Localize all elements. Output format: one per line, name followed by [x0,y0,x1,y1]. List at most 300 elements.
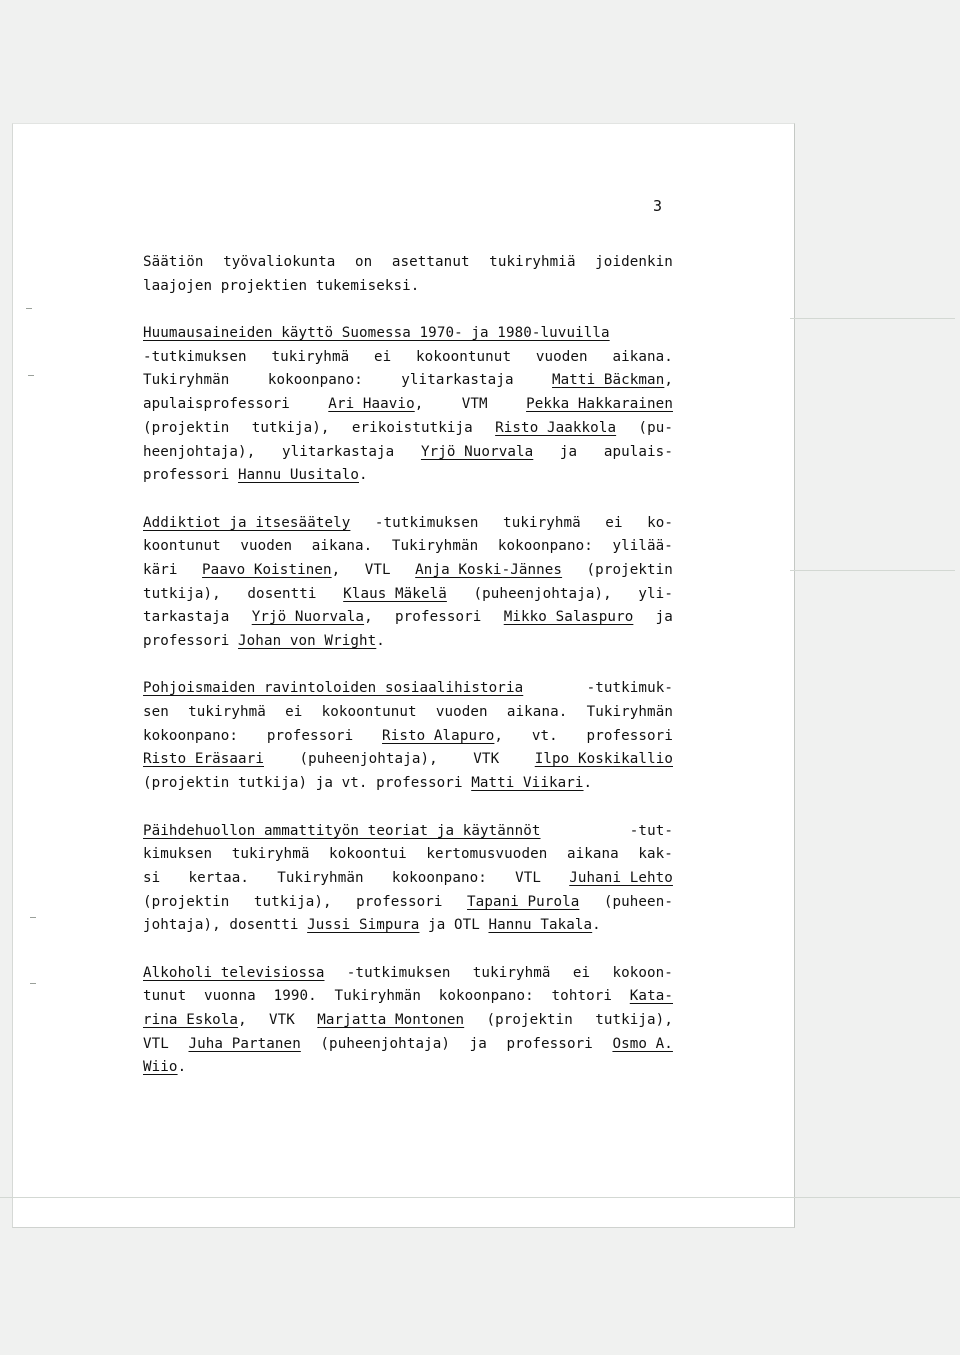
underlined-name: Kata- [629,988,673,1005]
word [143,914,221,938]
scan-mark [30,917,36,918]
word-text: tutkija) [238,775,308,792]
word [322,701,417,725]
word [486,1009,572,1033]
punctuation: , [331,561,341,578]
word [526,393,673,417]
word-text: apulaisprofessori [143,396,290,413]
word [143,583,221,607]
punctuation: . [592,917,601,934]
word [426,843,547,867]
word-text: ja [469,1035,487,1052]
word [143,512,350,536]
word [560,441,577,465]
word [143,843,212,867]
word-text: ylilää- [612,538,673,555]
word [612,1033,673,1057]
word-text: laajojen [143,277,213,294]
text-line [143,772,673,796]
word [143,630,229,654]
word [638,583,673,607]
word [316,772,333,796]
underlined-name: Pekka Hakkarainen [526,396,673,413]
document-body [143,251,673,1104]
word-text: Tukiryhmän [334,988,421,1005]
word-text: tukiryhmä [188,704,266,721]
word-text: -tutkimuk- [586,680,673,697]
word-text: tutkija), [595,1012,673,1028]
word-text: on [354,254,373,270]
word-text: professori [143,467,230,484]
word [342,772,368,796]
page-number: 3 [653,197,663,215]
word-text: kokoonpano: [497,538,593,555]
word-text: heenjohtaja), [143,443,256,460]
scan-line [790,570,955,571]
text-line [143,535,673,559]
word [143,962,324,986]
word [240,535,292,559]
text-line [143,725,673,749]
word [503,512,581,536]
word [471,772,592,796]
word-text: OTL [453,917,480,934]
text-line [143,1056,673,1080]
underlined-name: Juha Partanen [188,1035,301,1052]
word [254,891,332,915]
word [238,464,368,488]
word [143,867,160,891]
word [282,441,394,465]
word [605,512,622,536]
word-text: työvaliokunta [223,254,336,270]
underlined-name: Paavo Koistinen [202,561,332,578]
word [495,417,616,441]
word [356,891,442,915]
word-text: ylitarkastaja [401,372,514,389]
underlined-name: Risto Alapuro [382,727,495,744]
word [328,393,423,417]
text-line [143,393,673,417]
word [143,251,204,275]
word-text: johtaja), [143,917,221,934]
word-text: aikana. [506,704,568,721]
word [587,677,673,701]
word [202,559,340,583]
word [189,1033,301,1057]
word [189,867,250,891]
text-line [143,369,673,393]
text-line [143,512,673,536]
word [352,417,473,441]
underlined-name: rina Eskola [143,1012,239,1028]
word [143,725,238,749]
word [143,535,221,559]
word-text: kokoonpano: [143,727,239,744]
word [536,346,588,370]
word [416,346,511,370]
word [376,772,462,796]
word [143,606,229,630]
word-text: -tutkimuksen [143,348,247,365]
text-line [143,820,673,844]
word [421,441,533,465]
word-text: (puheenjohtaja), [299,751,438,768]
word [428,914,445,938]
scan-line [790,318,955,319]
word [188,701,266,725]
word [307,914,419,938]
word-text: tukiryhmiä [489,254,576,270]
word-text: tukemiseksi. [315,277,420,294]
text-line [143,441,673,465]
word [316,275,420,299]
word [143,464,229,488]
word [143,1009,247,1033]
word [143,322,610,346]
word [467,891,579,915]
word [473,962,551,986]
word [143,772,229,796]
word [347,962,451,986]
word [143,559,178,583]
text-line [143,962,673,986]
word [587,559,673,583]
word [507,701,568,725]
punctuation: . [359,467,368,484]
word [143,369,229,393]
word-text: tukiryhmä [472,964,551,981]
scan-mark [28,375,34,376]
word [612,535,673,559]
underlined-name: Risto Jaakkola [495,419,617,436]
word [274,985,317,1009]
word [232,843,310,867]
word-text: kertomusvuoden [426,846,548,863]
word [535,748,673,772]
word-text: VTL [143,1035,169,1052]
word [392,867,487,891]
underlined-name: Hannu Uusitalo [238,467,359,484]
word-text: ei [605,514,623,531]
text-line [143,1033,673,1057]
word-text: professori [266,727,354,744]
underlined-name: Johan von Wright [238,633,377,649]
word [470,1033,487,1057]
word [143,820,541,844]
word-text: vuonna [203,988,256,1005]
text-line [143,251,673,275]
underlined-name: Yrjö Nuorvala [251,609,365,626]
word [647,512,673,536]
word [317,1009,464,1033]
text-line [143,630,673,654]
word [300,748,438,772]
text-line [143,559,673,583]
word [247,583,316,607]
word-text: kokoon- [612,964,673,981]
word-text: kokoontui [329,846,407,863]
text-line [143,583,673,607]
word-text: ja [655,609,673,626]
word-text: vuoden [240,538,293,555]
word-text: erikoistutkija [351,419,473,436]
punctuation: . [583,775,593,792]
word [143,677,523,701]
word-text: kokoonpano: [438,988,534,1005]
paragraph [143,677,673,795]
word-text: tohtori [551,988,613,1005]
word-text: tutkija), [253,893,332,910]
word [143,1033,169,1057]
word [454,914,480,938]
scan-mark [26,308,32,309]
word-text: tutkija), [143,585,221,602]
word [612,346,673,370]
word [343,583,447,607]
underlined-name: Pohjoismaiden ravintoloiden sosiaalihistoria [143,680,524,697]
underlined-name: Päihdehuollon ammattityön teoriat ja käytännöt [143,822,541,839]
word-text: (projektin [143,775,230,792]
word-text: vuoden [535,348,588,365]
punctuation: , [494,727,504,744]
text-line [143,322,673,346]
word [630,820,673,844]
word-text: sen [143,704,169,721]
underlined-name: Addiktiot ja itsesäätely [143,514,351,531]
text-line [143,891,673,915]
word-text: yli- [638,585,673,602]
word-text: dosentti [247,585,317,602]
word-text: vt. [531,727,558,744]
paragraph [143,820,673,938]
text-line [143,867,673,891]
word-text: projektien [220,277,308,294]
word [335,985,421,1009]
word-text: Tukiryhmän [277,869,364,886]
word-text: asettanut [391,254,470,270]
word [252,606,373,630]
underlined-name: Klaus Mäkelä [343,585,447,602]
word [374,346,391,370]
word-text: aikana. [612,348,673,365]
word [269,1009,295,1033]
word [238,630,385,654]
word [569,867,673,891]
word [392,251,470,275]
underlined-name: Jussi Simpura [307,917,420,934]
word-text: ja [428,917,446,934]
underlined-name: Marjatta Montonen [317,1012,465,1028]
text-line [143,275,673,299]
word [587,725,673,749]
word [143,393,290,417]
word [656,606,673,630]
word-text: -tutkimuksen [346,964,451,981]
word-text: kokoonpano: [267,372,363,389]
word-text: tukiryhmä [271,348,350,365]
word-text: si [143,869,161,886]
underlined-name: Ari Haavio [328,396,415,413]
word [439,985,534,1009]
word-text: tarkastaja [143,609,230,626]
word [271,346,349,370]
word-text: professori [376,775,463,792]
word-text: -tut- [629,822,673,839]
word-text: professori [395,609,482,626]
word [268,369,363,393]
word [365,559,391,583]
word-text: (puheenjohtaja), [473,585,612,602]
word [204,985,256,1009]
word-text: kimuksen [143,846,213,863]
underlined-name: Wiio [143,1059,178,1076]
word-text: Tukiryhmän [586,704,673,721]
word [312,535,373,559]
word [329,843,407,867]
word [587,701,673,725]
word [392,535,478,559]
word [612,962,673,986]
punctuation: , [664,372,673,389]
underlined-name: Alkoholi televisiossa [143,964,325,981]
word-text: tukiryhmä [231,846,310,863]
underlined-name: Osmo A. [612,1035,673,1052]
word-text: professori [506,1035,593,1052]
word-text: ja [315,775,334,792]
underlined-name: Matti Bäckman [552,372,665,389]
word-text: VTM [461,396,488,413]
word [143,748,264,772]
word [143,701,169,725]
word [506,1033,592,1057]
word [515,867,541,891]
word-text: ko- [647,514,673,531]
word [401,369,513,393]
word-text: professori [143,633,230,649]
word-text: VTL [515,869,542,886]
word [604,891,673,915]
text-line [143,985,673,1009]
word [223,251,335,275]
text-line [143,606,673,630]
word [504,606,634,630]
word [436,701,488,725]
word-text: apulais- [603,443,673,460]
word-text: dosentti [229,917,299,934]
word-text: ja [559,443,578,460]
word [143,417,229,441]
word-text: aikana. [311,538,373,555]
word [285,701,302,725]
word-text: tunut [143,988,187,1005]
word [630,985,673,1009]
word [474,583,612,607]
word [229,914,298,938]
word-text: ylitarkastaja [281,443,395,460]
word-text: Säätiön [143,254,204,270]
word [375,512,479,536]
word-text: -tutkimuksen [374,514,479,531]
word [415,559,562,583]
word [552,985,613,1009]
word [252,417,330,441]
underlined-name: Mikko Salaspuro [503,609,634,626]
underlined-name: Huumausaineiden käyttö Suomessa 1970- ja 1980-luvuilla [143,325,610,342]
text-line [143,701,673,725]
punctuation: . [376,633,385,649]
word-text: VTL [364,561,391,578]
text-line [143,677,673,701]
word [532,725,558,749]
word-text: professori [356,893,443,910]
underlined-name: Anja Koski-Jännes [415,561,563,578]
text-line [143,346,673,370]
word [498,535,593,559]
word [382,725,503,749]
word [355,251,372,275]
word-text: (projektin [143,419,230,436]
word [320,1033,450,1057]
word [143,441,255,465]
text-line [143,843,673,867]
word-text: Tukiryhmän [143,372,230,389]
word [238,772,307,796]
paragraph [143,322,673,488]
word-text: (projektin [143,893,230,910]
word [552,369,673,393]
underlined-name: Tapani Purola [467,893,580,910]
word [595,1009,673,1033]
word-text: aikana [566,846,619,863]
word [143,891,229,915]
word-text: vuoden [435,704,488,721]
punctuation: . [177,1059,187,1076]
word [221,275,307,299]
word [277,867,363,891]
word [638,417,673,441]
word [143,985,186,1009]
word-text: käri [143,561,178,578]
text-line [143,748,673,772]
underlined-name: Matti Viikari [471,775,584,792]
word-text: kertaa. [188,869,249,886]
word-text: vt. [341,775,368,792]
word [489,251,575,275]
word-text: tutkija), [251,419,330,436]
word [638,843,673,867]
text-line [143,1009,673,1033]
underlined-name: Yrjö Nuorvala [420,443,534,460]
word-text: kokoonpano: [391,869,487,886]
text-line [143,464,673,488]
scan-mark [30,983,36,984]
scan-line [0,1197,960,1198]
word [462,393,488,417]
word-text: ei [572,964,591,981]
word-text: kak- [638,846,673,863]
word-text: ei [285,704,303,721]
underlined-name: Hannu Takala [488,917,593,934]
punctuation: , [414,396,424,413]
word-text: tukiryhmä [503,514,581,531]
underlined-name: Risto Eräsaari [143,751,264,768]
word-text: kokoontunut [416,348,512,365]
word-text: (projektin [486,1012,573,1028]
word [267,725,353,749]
word [143,1056,186,1080]
word-text: joidenkin [595,254,673,270]
